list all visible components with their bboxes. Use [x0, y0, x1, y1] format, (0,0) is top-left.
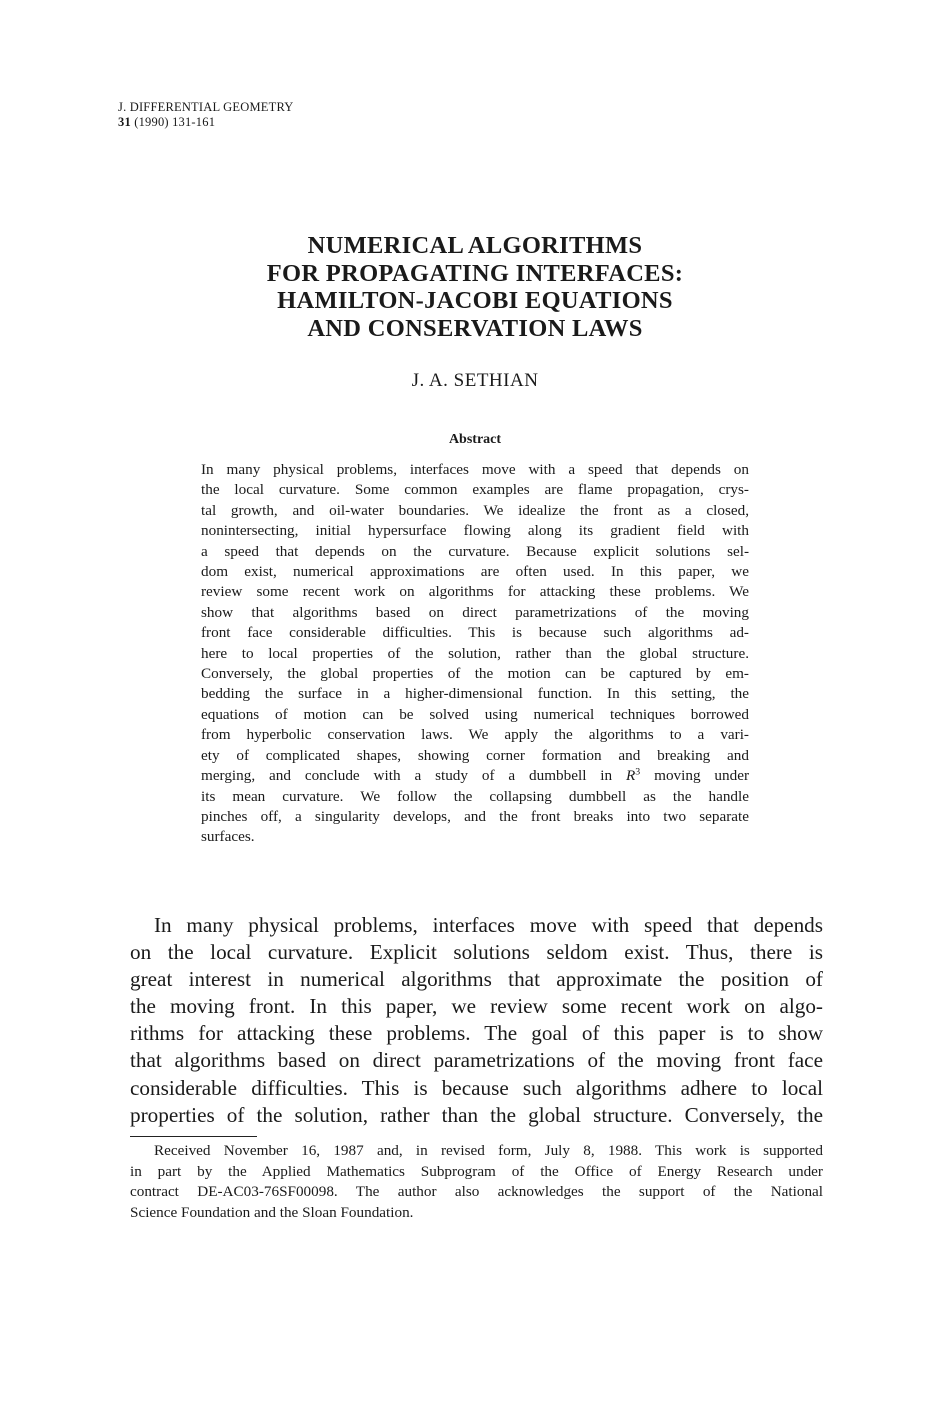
journal-name: J. DIFFERENTIAL GEOMETRY [118, 100, 294, 114]
footnote-line: in part by the Applied Mathematics Subprogram of the Office of Energy Research under [130, 1162, 823, 1180]
math-symbol-r: R [626, 767, 636, 785]
footnote-line: contract DE-AC03-76SF00098. The author also acknowledges the support of the National [130, 1183, 823, 1201]
abstract-text [201, 460, 749, 848]
abstract-line: dom exist, numerical approximations are often used. In this paper, we [201, 563, 749, 581]
abstract-line: ety of complicated shapes, showing corner formation and breaking and [201, 746, 749, 764]
abstract-line-text: moving under [654, 767, 750, 785]
footnote-divider [130, 1136, 257, 1137]
body-line: the moving front. In this paper, we review some recent work on algo- [130, 994, 823, 1019]
abstract-line: from hyperbolic conservation laws. We apply the algorithms to a vari- [201, 726, 749, 744]
abstract-line: here to local properties of the solution, rather than the global structure. [201, 644, 749, 662]
abstract-line: pinches off, a singularity develops, and the front breaks into two separate [201, 807, 749, 825]
body-line: In many physical problems, interfaces move with speed that depends [154, 913, 823, 937]
body-line: properties of the solution, rather than the global structure. Conversely, the [130, 1102, 823, 1127]
paper-title [130, 232, 820, 342]
journal-header [118, 100, 294, 130]
issue-pages: (1990) 131-161 [134, 115, 216, 129]
body-paragraph [130, 912, 823, 1129]
abstract-line: front face considerable difficulties. This is because such algorithms ad- [201, 624, 749, 642]
math-superscript: 3 [635, 766, 641, 778]
abstract-line: show that algorithms based on direct parametrizations of the moving [201, 603, 749, 621]
abstract-line: nonintersecting, initial hypersurface flowing along its gradient field with [201, 522, 749, 540]
title-line: HAMILTON-JACOBI EQUATIONS [277, 287, 673, 314]
abstract-line: In many physical problems, interfaces move with a speed that depends on [201, 461, 749, 478]
body-line: rithms for attacking these problems. The goal of this paper is to show [130, 1021, 823, 1046]
abstract-line: bedding the surface in a higher-dimensional function. In this setting, the [201, 685, 749, 703]
abstract-line: tal growth, and oil-water boundaries. We idealize the front as a closed, [201, 501, 749, 519]
title-line: FOR PROPAGATING INTERFACES: [266, 259, 684, 287]
abstract-line-with-math [201, 766, 749, 786]
abstract-line: equations of motion can be solved using numerical techniques borrowed [201, 705, 749, 723]
abstract-line: surfaces. [201, 828, 255, 846]
author-name: J. A. SETHIAN [411, 370, 539, 391]
body-line: great interest in numerical algorithms that approximate the position of [130, 967, 823, 992]
footnote [130, 1141, 823, 1223]
abstract-line: a speed that depends on the curvature. Because explicit solutions sel- [201, 542, 749, 560]
title-line: NUMERICAL ALGORITHMS [307, 232, 643, 259]
title-line: AND CONSERVATION LAWS [307, 314, 643, 342]
volume-number: 31 [118, 115, 131, 129]
abstract-line-text: merging, and conclude with a study of a dumbbell in [201, 767, 613, 785]
body-line: considerable difficulties. This is because such algorithms adhere to local [130, 1075, 823, 1100]
abstract-line: review some recent work on algorithms for attacking these problems. We [201, 583, 749, 601]
abstract-heading: Abstract [448, 432, 502, 447]
body-line: on the local curvature. Explicit solutions seldom exist. Thus, there is [130, 940, 823, 965]
abstract-line: its mean curvature. We follow the collapsing dumbbell as the handle [201, 787, 749, 805]
body-line: that algorithms based on direct parametrizations of the moving front face [130, 1048, 823, 1073]
footnote-line: Science Foundation and the Sloan Foundation. [130, 1203, 414, 1221]
abstract-line: the local curvature. Some common examples are flame propagation, crys- [201, 481, 749, 499]
volume-info [118, 115, 294, 130]
footnote-line: Received November 16, 1987 and, in revised form, July 8, 1988. This work is supported [154, 1142, 823, 1159]
abstract-line: Conversely, the global properties of the motion can be captured by em- [201, 665, 749, 683]
